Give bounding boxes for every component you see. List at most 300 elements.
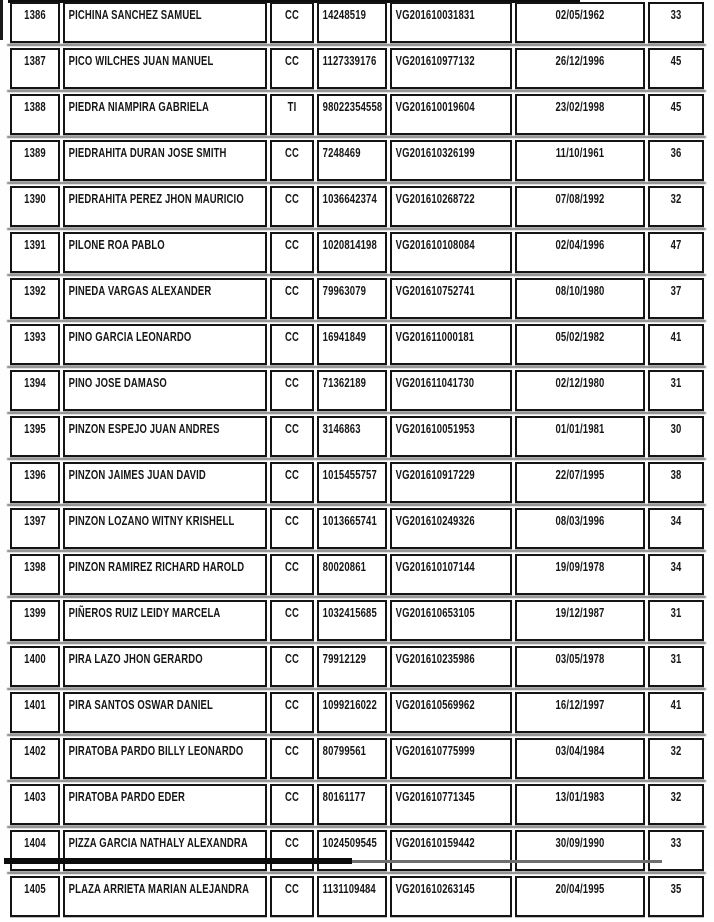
records-table [10,2,704,922]
cell-score [648,462,704,503]
score-text: 47 [670,237,682,252]
cell-document-type [270,232,314,273]
score-text: 41 [670,697,682,712]
cell-full-name [63,48,267,89]
full-name-text: PIÑEROS RUIZ LEIDY MARCELA [68,605,221,620]
cell-score [648,2,704,43]
cell-document-type [270,554,314,595]
cell-score [648,416,704,457]
row-number-text: 1395 [24,421,46,436]
cell-row-number [10,600,60,641]
cell-score [648,508,704,549]
full-name-text: PICO WILCHES JUAN MANUEL [68,53,214,68]
cell-full-name [63,324,267,365]
document-type-text: CC [284,191,300,206]
cell-birth-date [515,232,645,273]
cell-document-number [317,830,387,871]
full-name-text: PICHINA SANCHEZ SAMUEL [68,7,202,22]
document-number-text: 1127339176 [322,53,377,68]
cell-full-name [63,2,267,43]
score-text: 32 [670,191,682,206]
cell-birth-date [515,324,645,365]
code-text: VG201610031831 [395,7,475,22]
cell-full-name [63,554,267,595]
code-text: VG201610108084 [395,237,475,252]
cell-full-name [63,784,267,825]
cell-code [390,48,512,89]
cell-document-number [317,186,387,227]
cell-document-type [270,738,314,779]
code-text: VG201610051953 [395,421,475,436]
full-name-text: PIRA LAZO JHON GERARDO [68,651,203,666]
birth-date-text: 11/10/1961 [555,145,605,160]
table-row [10,738,704,779]
table-row [10,876,704,917]
full-name-text: PLAZA ARRIETA MARIAN ALEJANDRA [68,881,250,896]
score-text: 33 [670,835,682,850]
cell-document-number [317,738,387,779]
document-number-text: 7248469 [322,145,361,160]
cell-code [390,370,512,411]
cell-code [390,600,512,641]
cell-full-name [63,830,267,871]
full-name-text: PINO GARCIA LEONARDO [68,329,192,344]
document-number-text: 14248519 [322,7,367,22]
document-number-text: 1131109484 [322,881,376,896]
cell-code [390,646,512,687]
score-text: 37 [670,283,682,298]
cell-birth-date [515,554,645,595]
table-row [10,278,704,319]
score-text: 30 [670,421,682,436]
cell-row-number [10,462,60,503]
cell-code [390,140,512,181]
cell-code [390,462,512,503]
row-number-text: 1387 [24,53,46,68]
row-number-text: 1394 [24,375,46,390]
code-text: VG201610752741 [395,283,475,298]
table-row [10,600,704,641]
cell-document-type [270,416,314,457]
row-number-text: 1400 [24,651,46,666]
score-text: 41 [670,329,682,344]
full-name-text: PIZZA GARCIA NATHALY ALEXANDRA [68,835,248,850]
cell-row-number [10,278,60,319]
cell-document-number [317,784,387,825]
cell-code [390,876,512,917]
cell-document-type [270,784,314,825]
document-type-text: CC [284,421,300,436]
cell-code [390,738,512,779]
cell-document-type [270,186,314,227]
code-text: VG201610159442 [395,835,475,850]
cell-document-type [270,324,314,365]
birth-date-text: 23/02/1998 [555,99,605,114]
cell-full-name [63,94,267,135]
document-number-text: 1032415685 [322,605,377,620]
scan-artifact-bottom-bar-right [352,860,662,863]
code-text: VG201610268722 [395,191,475,206]
code-text: VG201610326199 [395,145,475,160]
table-row [10,830,704,871]
document-number-text: 1024509545 [322,835,377,850]
cell-birth-date [515,462,645,503]
cell-score [648,324,704,365]
cell-document-number [317,508,387,549]
table-row [10,94,704,135]
cell-row-number [10,416,60,457]
document-number-text: 80020861 [322,559,367,574]
cell-birth-date [515,600,645,641]
cell-row-number [10,784,60,825]
cell-full-name [63,232,267,273]
cell-score [648,48,704,89]
document-number-text: 80161177 [322,789,366,804]
code-text: VG201610249326 [395,513,475,528]
birth-date-text: 01/01/1981 [555,421,605,436]
document-type-text: CC [284,53,300,68]
score-text: 35 [670,881,682,896]
table-row [10,554,704,595]
cell-document-number [317,2,387,43]
document-type-text: CC [284,7,300,22]
cell-document-number [317,140,387,181]
cell-birth-date [515,830,645,871]
cell-row-number [10,232,60,273]
document-number-text: 1015455757 [322,467,377,482]
row-number-text: 1388 [24,99,46,114]
code-text: VG201610263145 [395,881,475,896]
code-text: VG201610019604 [395,99,475,114]
cell-document-type [270,830,314,871]
document-number-text: 79912129 [322,651,367,666]
birth-date-text: 19/12/1987 [555,605,605,620]
cell-row-number [10,876,60,917]
cell-full-name [63,140,267,181]
cell-code [390,94,512,135]
cell-birth-date [515,784,645,825]
cell-document-number [317,876,387,917]
cell-birth-date [515,278,645,319]
table-row [10,692,704,733]
birth-date-text: 30/09/1990 [555,835,605,850]
full-name-text: PINZON RAMIREZ RICHARD HAROLD [68,559,245,574]
cell-document-type [270,278,314,319]
table-row [10,48,704,89]
birth-date-text: 03/04/1984 [555,743,605,758]
cell-code [390,784,512,825]
document-type-text: CC [284,605,300,620]
cell-code [390,554,512,595]
cell-code [390,416,512,457]
table-row [10,2,704,43]
cell-document-type [270,462,314,503]
cell-row-number [10,186,60,227]
score-text: 31 [670,605,682,620]
birth-date-text: 22/07/1995 [555,467,605,482]
code-text: VG201610107144 [395,559,475,574]
cell-document-type [270,646,314,687]
cell-row-number [10,738,60,779]
document-type-text: CC [284,145,300,160]
cell-document-number [317,370,387,411]
document-type-text: CC [284,513,300,528]
cell-birth-date [515,186,645,227]
score-text: 33 [670,7,682,22]
cell-code [390,508,512,549]
birth-date-text: 19/09/1978 [555,559,605,574]
cell-full-name [63,646,267,687]
document-type-text: CC [284,651,300,666]
cell-full-name [63,416,267,457]
row-number-text: 1390 [24,191,46,206]
full-name-text: PIEDRAHITA DURAN JOSE SMITH [68,145,227,160]
cell-document-type [270,508,314,549]
document-number-text: 98022354558 [322,99,383,114]
score-text: 31 [670,651,682,666]
score-text: 32 [670,743,682,758]
cell-full-name [63,738,267,779]
document-type-text: CC [284,697,300,712]
cell-birth-date [515,738,645,779]
birth-date-text: 16/12/1997 [555,697,605,712]
table-row [10,232,704,273]
row-number-text: 1397 [24,513,46,528]
cell-score [648,738,704,779]
full-name-text: PIEDRAHITA PEREZ JHON MAURICIO [68,191,244,206]
cell-score [648,600,704,641]
code-text: VG201610569962 [395,697,475,712]
birth-date-text: 26/12/1996 [555,53,605,68]
cell-row-number [10,94,60,135]
birth-date-text: 05/02/1982 [555,329,605,344]
cell-full-name [63,370,267,411]
document-type-text: CC [284,743,300,758]
cell-code [390,278,512,319]
code-text: VG201610977132 [395,53,475,68]
cell-document-type [270,48,314,89]
full-name-text: PIEDRA NIAMPIRA GABRIELA [68,99,210,114]
cell-score [648,278,704,319]
table-row [10,646,704,687]
cell-birth-date [515,94,645,135]
row-number-text: 1396 [24,467,46,482]
cell-score [648,692,704,733]
row-number-text: 1386 [24,7,46,22]
cell-code [390,2,512,43]
table-row [10,140,704,181]
full-name-text: PILONE ROA PABLO [68,237,165,252]
row-number-text: 1391 [24,237,46,252]
cell-document-number [317,554,387,595]
cell-row-number [10,508,60,549]
birth-date-text: 02/05/1962 [555,7,605,22]
code-text: VG201611000181 [395,329,475,344]
row-number-text: 1392 [24,283,46,298]
row-number-text: 1404 [24,835,46,850]
cell-birth-date [515,508,645,549]
code-text: VG201610775999 [395,743,475,758]
row-number-text: 1401 [24,697,46,712]
document-type-text: CC [284,881,300,896]
cell-document-number [317,692,387,733]
row-number-text: 1389 [24,145,46,160]
score-text: 32 [670,789,682,804]
table-row [10,508,704,549]
full-name-text: PIRATOBA PARDO BILLY LEONARDO [68,743,244,758]
table-row [10,186,704,227]
cell-document-number [317,232,387,273]
cell-birth-date [515,370,645,411]
cell-row-number [10,370,60,411]
cell-score [648,554,704,595]
document-number-text: 1020814198 [322,237,377,252]
cell-row-number [10,2,60,43]
cell-code [390,324,512,365]
document-number-text: 3146863 [322,421,361,436]
scan-artifact-left-edge [0,0,3,40]
table-row [10,370,704,411]
document-type-text: CC [284,329,300,344]
cell-full-name [63,462,267,503]
full-name-text: PINZON LOZANO WITNY KRISHELL [68,513,235,528]
cell-birth-date [515,48,645,89]
cell-row-number [10,830,60,871]
cell-full-name [63,600,267,641]
cell-document-number [317,646,387,687]
document-number-text: 71362189 [322,375,367,390]
cell-birth-date [515,692,645,733]
row-number-text: 1403 [24,789,46,804]
cell-full-name [63,692,267,733]
cell-full-name [63,876,267,917]
full-name-text: PINZON JAIMES JUAN DAVID [68,467,206,482]
document-type-text: CC [284,789,300,804]
document-number-text: 1099216022 [322,697,377,712]
cell-document-type [270,2,314,43]
code-text: VG201610653105 [395,605,475,620]
cell-document-number [317,324,387,365]
cell-score [648,370,704,411]
document-number-text: 1013665741 [322,513,377,528]
score-text: 34 [670,513,682,528]
cell-document-type [270,876,314,917]
cell-row-number [10,646,60,687]
cell-document-type [270,94,314,135]
score-text: 36 [670,145,682,160]
birth-date-text: 02/04/1996 [555,237,605,252]
cell-row-number [10,692,60,733]
row-number-text: 1402 [24,743,46,758]
full-name-text: PIRA SANTOS OSWAR DANIEL [68,697,213,712]
cell-document-number [317,48,387,89]
cell-score [648,140,704,181]
birth-date-text: 13/01/1983 [555,789,605,804]
cell-score [648,94,704,135]
birth-date-text: 03/05/1978 [555,651,605,666]
cell-code [390,232,512,273]
document-type-text: CC [284,237,300,252]
cell-document-number [317,278,387,319]
row-number-text: 1398 [24,559,46,574]
document-number-text: 79963079 [322,283,367,298]
score-text: 34 [670,559,682,574]
table-row [10,324,704,365]
table-row [10,462,704,503]
cell-birth-date [515,646,645,687]
cell-row-number [10,324,60,365]
cell-score [648,830,704,871]
code-text: VG201610771345 [395,789,475,804]
cell-document-number [317,416,387,457]
document-type-text: TI [287,99,297,114]
cell-row-number [10,554,60,595]
cell-score [648,186,704,227]
cell-score [648,876,704,917]
table-row [10,416,704,457]
code-text: VG201610235986 [395,651,475,666]
row-number-text: 1399 [24,605,46,620]
cell-full-name [63,278,267,319]
cell-birth-date [515,140,645,181]
cell-full-name [63,508,267,549]
full-name-text: PIRATOBA PARDO EDER [68,789,185,804]
score-text: 45 [670,99,682,114]
cell-row-number [10,48,60,89]
cell-code [390,186,512,227]
cell-document-number [317,462,387,503]
birth-date-text: 02/12/1980 [555,375,605,390]
row-number-text: 1393 [24,329,46,344]
cell-document-type [270,370,314,411]
score-text: 38 [670,467,682,482]
cell-full-name [63,186,267,227]
document-type-text: CC [284,283,300,298]
code-text: VG201610917229 [395,467,475,482]
document-type-text: CC [284,467,300,482]
cell-document-number [317,600,387,641]
scan-artifact-bottom-bar [4,858,352,864]
row-number-text: 1405 [24,881,46,896]
cell-row-number [10,140,60,181]
document-type-text: CC [284,559,300,574]
code-text: VG201611041730 [395,375,475,390]
full-name-text: PINZON ESPEJO JUAN ANDRES [68,421,220,436]
birth-date-text: 08/10/1980 [555,283,605,298]
cell-code [390,692,512,733]
cell-document-number [317,94,387,135]
cell-score [648,646,704,687]
full-name-text: PINO JOSE DAMASO [68,375,167,390]
document-number-text: 16941849 [322,329,367,344]
birth-date-text: 20/04/1995 [555,881,605,896]
document-number-text: 1036642374 [322,191,377,206]
table-row [10,784,704,825]
cell-birth-date [515,876,645,917]
full-name-text: PINEDA VARGAS ALEXANDER [68,283,212,298]
cell-document-type [270,140,314,181]
cell-birth-date [515,2,645,43]
cell-document-type [270,600,314,641]
document-type-text: CC [284,835,300,850]
cell-code [390,830,512,871]
document-number-text: 80799561 [322,743,367,758]
birth-date-text: 07/08/1992 [555,191,605,206]
cell-score [648,232,704,273]
cell-document-type [270,692,314,733]
score-text: 45 [670,53,682,68]
birth-date-text: 08/03/1996 [555,513,605,528]
